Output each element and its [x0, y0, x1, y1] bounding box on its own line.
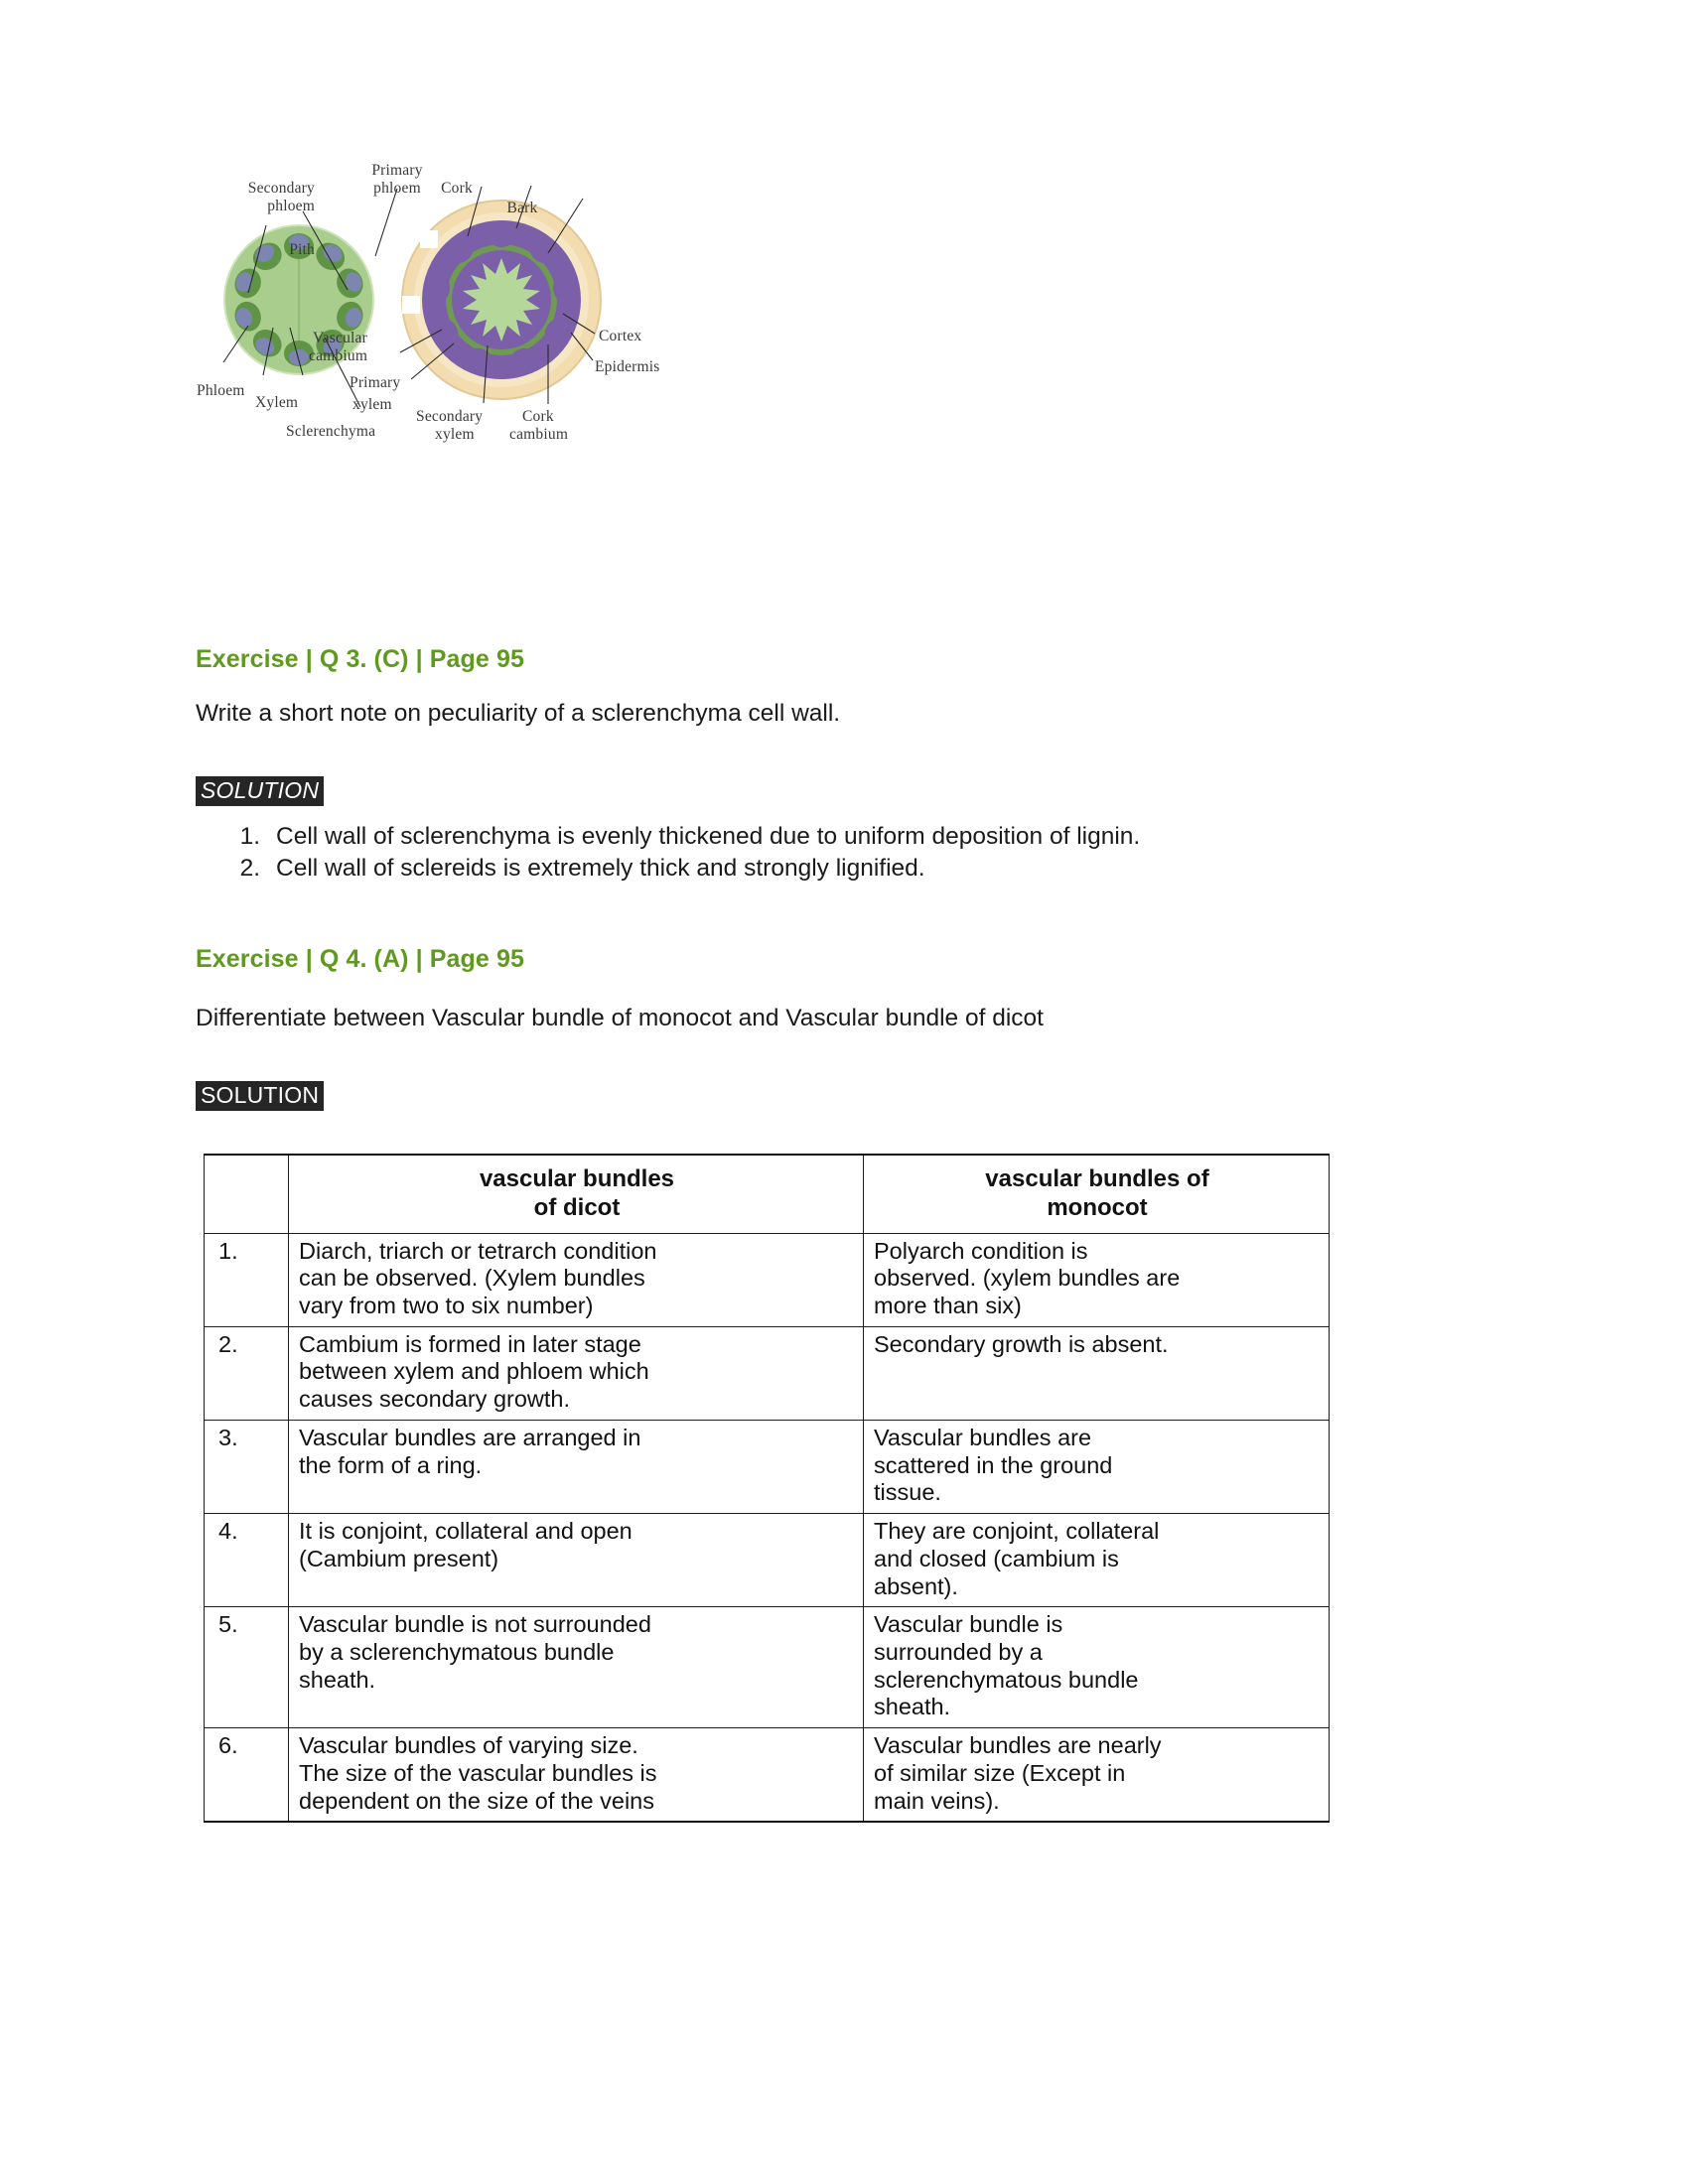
row-monocot-cell [864, 1326, 1330, 1420]
list-item-number: 1. [239, 823, 260, 850]
table-row [205, 1728, 1330, 1823]
label-xylem: Xylem [255, 394, 299, 411]
cell-line: by a sclerenchymatous bundle [299, 1638, 615, 1665]
table-row [205, 1607, 1330, 1728]
cell-line: observed. (xylem bundles are [874, 1265, 1181, 1292]
cell-line: Vascular bundles are [874, 1424, 1092, 1450]
comparison-table [204, 1154, 1330, 1823]
list-item [220, 853, 1140, 885]
cell-line: Cambium is formed in later stage [299, 1330, 641, 1357]
exercise-heading-q4 [196, 945, 524, 974]
label-secondary-xylem-line2: xylem [435, 426, 475, 443]
cell-line: They are conjoint, collateral [874, 1518, 1160, 1545]
figure-svg [194, 149, 720, 447]
stem-anatomy-figure [194, 149, 720, 447]
label-primary-phloem-line1: Primary [371, 162, 423, 179]
label-pith: Pith [289, 241, 315, 258]
solution-badge-q4: SOLUTION [196, 1081, 324, 1111]
dicot-stem-diagram [402, 201, 601, 399]
row-monocot-cell [864, 1607, 1330, 1728]
cell-line: Vascular bundles of varying size. [299, 1732, 638, 1759]
exercise-heading-q3 [196, 645, 524, 674]
cell-line: main veins). [874, 1787, 1000, 1814]
label-secondary-phloem-line2: phloem [267, 198, 315, 214]
page-number-q4: Page 95 [429, 945, 524, 973]
solution-badge-q3: SOLUTION [196, 776, 324, 806]
cell-line: can be observed. (Xylem bundles [299, 1265, 645, 1292]
row-monocot-cell [864, 1728, 1330, 1823]
row-monocot-cell [864, 1233, 1330, 1326]
cell-line: causes secondary growth. [299, 1386, 571, 1413]
cell-line: more than six) [874, 1293, 1022, 1319]
row-index: 4. [205, 1514, 289, 1607]
heading-separator-1: | [305, 645, 313, 673]
cell-line: vary from two to six number) [299, 1293, 594, 1319]
label-sclerenchyma: Sclerenchyma [286, 423, 376, 440]
table-body [205, 1233, 1330, 1822]
label-cork-cambium-line2: cambium [509, 426, 569, 443]
header-dicot [289, 1155, 864, 1233]
heading-separator-3: | [305, 945, 313, 973]
cell-line: of similar size (Except in [874, 1759, 1126, 1786]
row-dicot-cell [289, 1233, 864, 1326]
row-index: 6. [205, 1728, 289, 1823]
row-monocot-cell [864, 1420, 1330, 1513]
question-text-q3: Write a short note on peculiarity of a sclerenchyma cell wall. [196, 700, 841, 727]
header-monocot [864, 1155, 1330, 1233]
row-index: 1. [205, 1233, 289, 1326]
heading-separator-2: | [415, 645, 423, 673]
list-item-text: Cell wall of sclereids is extremely thick and strongly lignified. [276, 855, 925, 883]
cell-line: tissue. [874, 1479, 941, 1506]
cell-line: dependent on the size of the veins [299, 1787, 654, 1814]
row-index: 5. [205, 1607, 289, 1728]
row-monocot-cell [864, 1514, 1330, 1607]
cell-line: Vascular bundle is not surrounded [299, 1611, 651, 1638]
table-row [205, 1233, 1330, 1326]
label-vascular-cambium-line1: Vascular [313, 330, 367, 346]
table-row [205, 1326, 1330, 1420]
cell-line: the form of a ring. [299, 1451, 483, 1478]
label-primary-phloem-line2: phloem [373, 180, 421, 197]
question-number-q3: Q 3. (C) [319, 645, 409, 673]
row-dicot-cell [289, 1326, 864, 1420]
label-secondary-phloem-line1: Secondary [247, 180, 315, 197]
row-dicot-cell [289, 1728, 864, 1823]
label-primary-xylem-line2: xylem [352, 396, 392, 413]
cell-line: scattered in the ground [874, 1451, 1113, 1478]
label-phloem: Phloem [197, 382, 245, 399]
cell-line: between xylem and phloem which [299, 1358, 649, 1385]
cell-line: Diarch, triarch or tetrarch condition [299, 1237, 657, 1264]
question-text-q4: Differentiate between Vascular bundle of monocot and Vascular bundle of dicot [196, 1005, 1044, 1031]
header-dicot-line2: of dicot [533, 1193, 621, 1221]
page-number-q3: Page 95 [429, 645, 524, 673]
cell-line: sclerenchymatous bundle [874, 1666, 1139, 1693]
cell-line: absent). [874, 1572, 958, 1599]
question-number-q4: Q 4. (A) [319, 945, 409, 973]
header-index [205, 1155, 289, 1233]
label-secondary-xylem-line1: Secondary [416, 408, 484, 425]
cell-line: Vascular bundles are nearly [874, 1732, 1162, 1759]
label-cork-cambium-line1: Cork [522, 408, 554, 425]
header-monocot-line1: vascular bundles of [985, 1165, 1209, 1192]
label-cork: Cork [441, 180, 473, 197]
label-primary-xylem-line1: Primary [350, 374, 401, 391]
row-dicot-cell [289, 1514, 864, 1607]
header-dicot-line1: vascular bundles [479, 1165, 675, 1192]
row-index: 2. [205, 1326, 289, 1420]
cell-line: It is conjoint, collateral and open [299, 1518, 633, 1545]
cell-line: sheath. [874, 1694, 951, 1720]
row-dicot-cell [289, 1420, 864, 1513]
solution-list-q3 [220, 821, 1140, 886]
table-header-row [205, 1155, 1330, 1233]
cell-line: (Cambium present) [299, 1545, 499, 1571]
table-row [205, 1420, 1330, 1513]
exercise-label-q3: Exercise [196, 645, 299, 673]
row-index: 3. [205, 1420, 289, 1513]
table-row [205, 1514, 1330, 1607]
label-vascular-cambium-line2: cambium [309, 347, 368, 364]
cell-line: Vascular bundles are arranged in [299, 1424, 641, 1450]
list-item-text: Cell wall of sclerenchyma is evenly thickened due to uniform deposition of lignin. [276, 823, 1141, 850]
label-bark: Bark [506, 200, 538, 216]
cell-line: Vascular bundle is [874, 1611, 1063, 1638]
header-monocot-line2: monocot [1047, 1193, 1148, 1221]
cell-line: surrounded by a [874, 1638, 1043, 1665]
cell-line: The size of the vascular bundles is [299, 1759, 657, 1786]
cell-line: Secondary growth is absent. [874, 1330, 1169, 1357]
label-epidermis: Epidermis [595, 358, 660, 375]
label-cortex: Cortex [599, 328, 642, 344]
table-head [205, 1155, 1330, 1233]
exercise-label-q4: Exercise [196, 945, 299, 973]
list-item [220, 821, 1140, 853]
cell-line: Polyarch condition is [874, 1237, 1088, 1264]
heading-separator-4: | [415, 945, 423, 973]
cell-line: and closed (cambium is [874, 1545, 1119, 1571]
cell-line: sheath. [299, 1666, 376, 1693]
row-dicot-cell [289, 1607, 864, 1728]
list-item-number: 2. [239, 855, 260, 883]
